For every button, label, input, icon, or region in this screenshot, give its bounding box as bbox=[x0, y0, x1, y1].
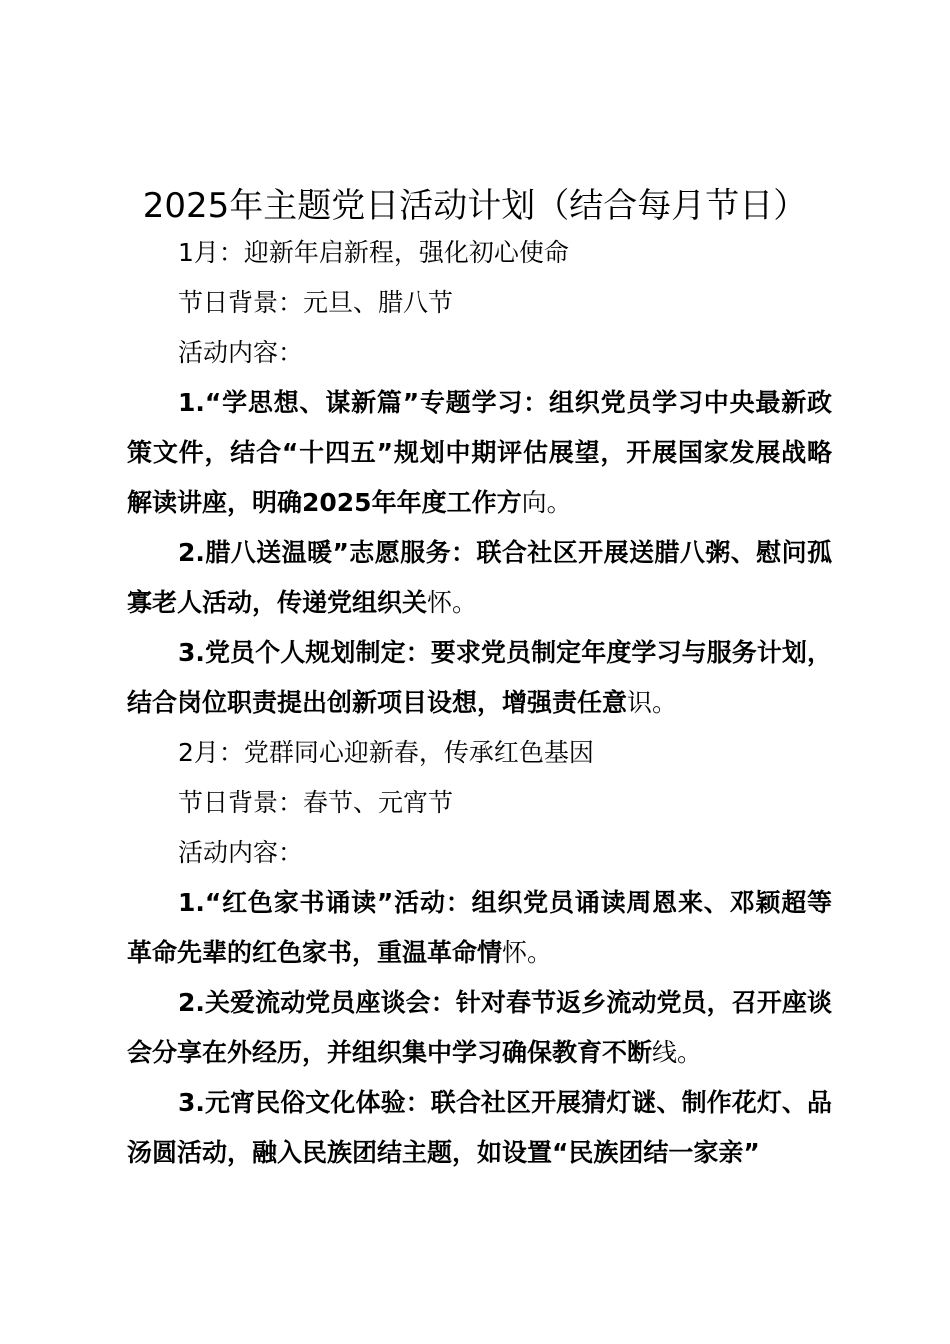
activity-item-tail: 识。 bbox=[627, 688, 678, 717]
activity-item-tail: 怀。 bbox=[502, 938, 553, 967]
activity-item-text: 2.腊八送温暖”志愿服务：联合社区开展送腊八粥、慰问孤寡老人活动，传递党组织关 bbox=[127, 538, 832, 617]
activity-item bbox=[127, 878, 832, 978]
activity-item bbox=[127, 628, 832, 728]
document-title: 2025年主题党日活动计划（结合每月节日） bbox=[142, 186, 808, 226]
month-heading: 1月：迎新年启新程，强化初心使命 bbox=[178, 238, 569, 267]
activity-item bbox=[127, 1078, 832, 1178]
holiday-background: 节日背景：春节、元宵节 bbox=[178, 788, 454, 817]
activity-item-text: 3.元宵民俗文化体验：联合社区开展猜灯谜、制作花灯、品汤圆活动，融入民族团结主题，如设置“民族团结一家亲” bbox=[127, 1088, 832, 1167]
activity-item-text: 3.党员个人规划制定：要求党员制定年度学习与服务计划，结合岗位职责提出创新项目设想，增强责任意 bbox=[127, 638, 832, 717]
holiday-background: 节日背景：元旦、腊八节 bbox=[178, 288, 454, 317]
activity-content-label: 活动内容： bbox=[178, 838, 304, 867]
month-heading: 2月：党群同心迎新春，传承红色基因 bbox=[178, 738, 594, 767]
activity-item-tail: 向。 bbox=[521, 488, 572, 517]
activity-content-label: 活动内容： bbox=[178, 338, 304, 367]
activity-item-text: 2.关爱流动党员座谈会：针对春节返乡流动党员，召开座谈会分享在外经历，并组织集中学习确保教育不断 bbox=[127, 988, 832, 1067]
activity-item-tail: 怀。 bbox=[427, 588, 478, 617]
activity-item-text: 1.“学思想、谋新篇”专题学习：组织党员学习中央最新政策文件，结合“十四五”规划中期评估展望，开展国家发展战略解读讲座，明确2025年年度工作方 bbox=[127, 388, 832, 517]
activity-item bbox=[127, 528, 832, 628]
activity-item bbox=[127, 378, 832, 528]
activity-item-text: 1.“红色家书诵读”活动：组织党员诵读周恩来、邓颖超等革命先辈的红色家书，重温革命情 bbox=[127, 888, 832, 967]
activity-item bbox=[127, 978, 832, 1078]
activity-item-tail: 线。 bbox=[652, 1038, 703, 1067]
document-body bbox=[127, 228, 832, 1178]
